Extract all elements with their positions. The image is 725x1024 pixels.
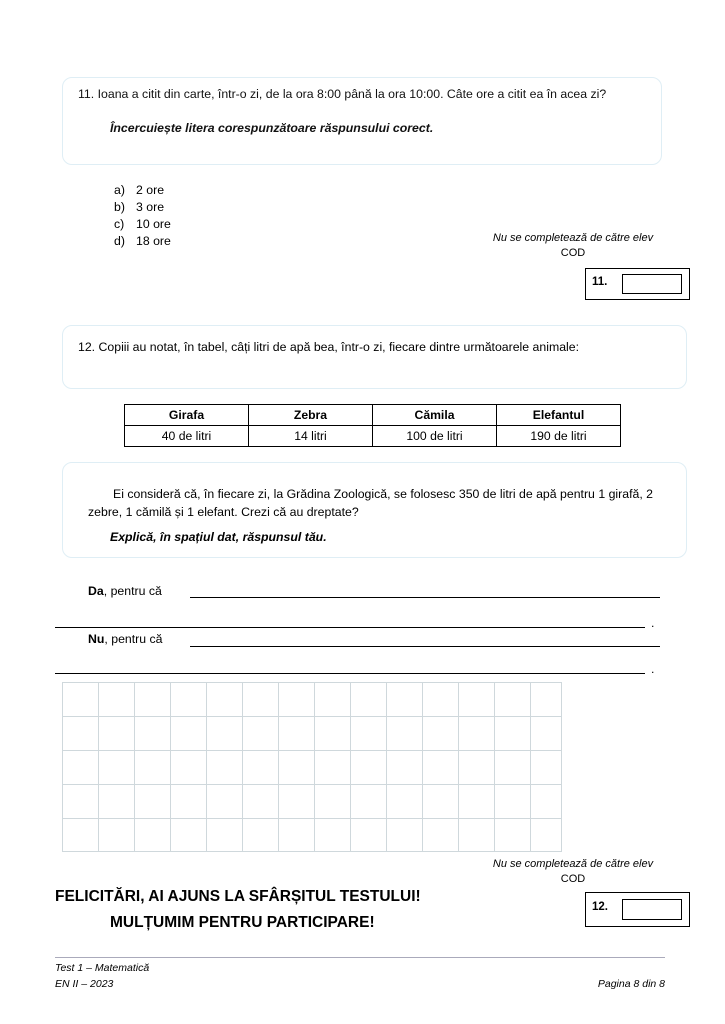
answer-no-label: Nu — [88, 632, 105, 646]
question-11-instruction: Încercuiește litera corespunzătoare răspunsului corect. — [110, 121, 434, 135]
code-label-11: COD — [560, 247, 586, 259]
answer-yes-rest: , pentru că — [103, 584, 162, 598]
question-12-instruction: Explică, în spațiul dat, răspunsul tău. — [110, 530, 327, 544]
closing-line-2: MULȚUMIM PENTRU PARTICIPARE! — [110, 914, 375, 931]
option-label: 3 ore — [136, 200, 165, 214]
footer-divider — [55, 957, 665, 958]
answer-yes-period: . — [651, 616, 655, 630]
question-12-text: 12. Copiii au notat, în tabel, câți litri de apă bea, într-o zi, fiecare dintre următoarele animale: — [78, 340, 580, 354]
footer-test-name: Test 1 – Matematică — [55, 962, 150, 974]
table-header-cell: Cămila — [373, 405, 497, 426]
option-item[interactable] — [114, 182, 171, 199]
option-label: 10 ore — [136, 217, 171, 231]
table-header-cell: Elefantul — [497, 405, 621, 426]
answer-yes-row — [88, 584, 162, 598]
code-box-input-12[interactable] — [622, 899, 682, 920]
code-box-input-11[interactable] — [622, 274, 682, 294]
answer-no-writing-line-2[interactable] — [55, 673, 645, 674]
answer-yes-writing-line-2[interactable] — [55, 627, 645, 628]
question-12-paragraph: Ei consideră că, în fiecare zi, la Grădina Zoologică, se folosesc 350 de litri de apă pentru 1 girafă, 2 zebre, 1 cămilă și 1 elefant. Crezi că au dreptate? — [88, 487, 654, 519]
answer-no-writing-line-1[interactable] — [190, 646, 660, 647]
code-note-11: Nu se completează de către elev — [492, 232, 654, 244]
option-letter: a) — [114, 183, 125, 197]
table-header-cell: Girafa — [125, 405, 249, 426]
footer-exam-year: EN II – 2023 — [55, 978, 114, 990]
answer-grid[interactable] — [62, 682, 562, 852]
table-row — [125, 426, 621, 447]
table-cell: 100 de litri — [373, 426, 497, 447]
option-letter: c) — [114, 217, 125, 231]
question-12-panel — [62, 325, 687, 389]
option-item[interactable] — [114, 199, 171, 216]
option-label: 2 ore — [136, 183, 165, 197]
code-box-11 — [585, 268, 690, 300]
answer-yes-label: Da — [88, 584, 104, 598]
answer-no-rest: , pentru că — [104, 632, 163, 646]
table-cell: 40 de litri — [125, 426, 249, 447]
answer-no-row — [88, 632, 163, 646]
option-letter: d) — [114, 234, 125, 248]
code-label-12: COD — [560, 873, 586, 885]
code-note-12: Nu se completează de către elev — [492, 858, 654, 870]
footer-page-number: Pagina 8 din 8 — [597, 978, 665, 990]
option-label: 18 ore — [136, 234, 171, 248]
question-11-text: 11. Ioana a citit din carte, într-o zi, de la ora 8:00 până la ora 10:00. Câte ore a citit ea în acea zi? — [78, 87, 607, 101]
closing-line-1: FELICITĂRI, AI AJUNS LA SFÂRȘITUL TESTULUI! — [55, 888, 421, 905]
animals-table — [124, 404, 621, 447]
code-box-number-12: 12. — [592, 901, 608, 913]
table-cell: 14 litri — [249, 426, 373, 447]
option-item[interactable] — [114, 216, 171, 233]
table-header-cell: Zebra — [249, 405, 373, 426]
option-letter: b) — [114, 200, 125, 214]
answer-no-period: . — [651, 662, 655, 676]
code-box-number-11: 11. — [592, 276, 608, 288]
answer-yes-writing-line-1[interactable] — [190, 597, 660, 598]
option-item[interactable] — [114, 233, 171, 250]
question-11-options — [114, 182, 171, 250]
table-cell: 190 de litri — [497, 426, 621, 447]
table-row — [125, 405, 621, 426]
code-box-12 — [585, 892, 690, 927]
